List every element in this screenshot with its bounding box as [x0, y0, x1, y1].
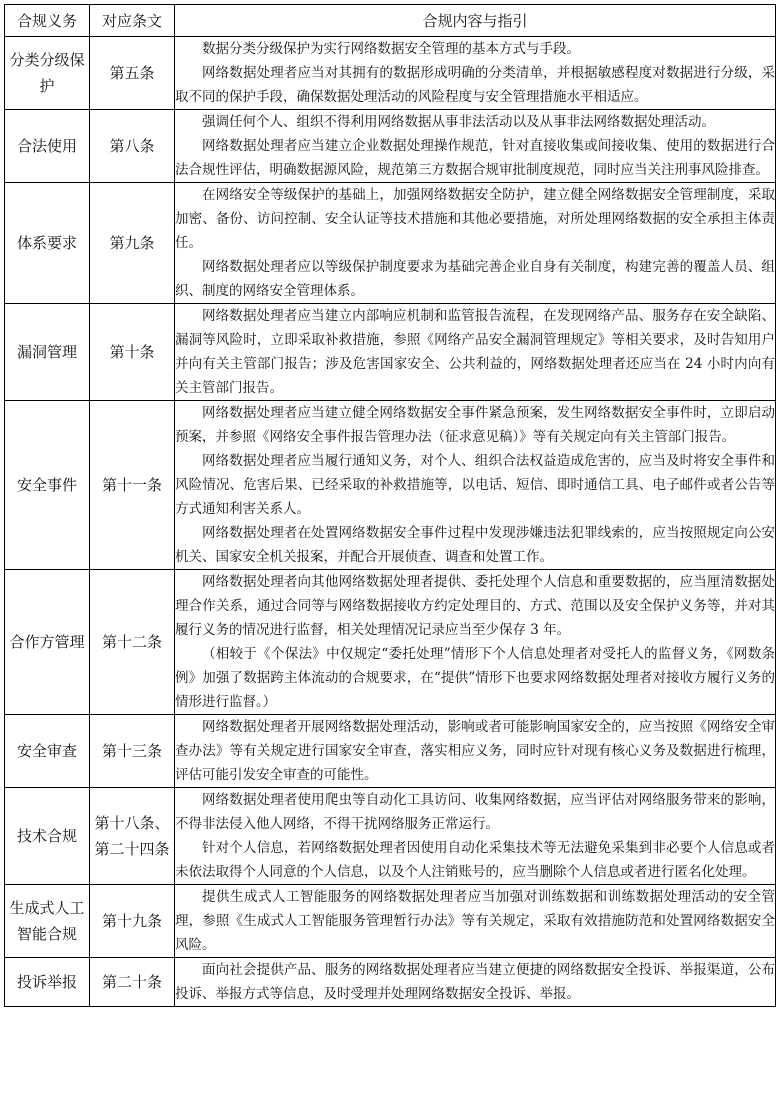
table-row: [5, 570, 776, 715]
cell-article: 第十二条: [90, 570, 175, 715]
content-paragraph: 网络数据处理者应当对其拥有的数据形成明确的分类清单，并根据敏感程度对数据进行分级，采取不同的保护手段，确保数据处理活动的风险程度与安全管理措施水平相适应。: [175, 65, 775, 105]
cell-content: [175, 715, 776, 788]
content-paragraph: 网络数据处理者向其他网络数据处理者提供、委托处理个人信息和重要数据的，应当厘清数据处理合作关系，通过合同等与网络数据接收方约定处理目的、方式、范围以及安全保护义务等，并对其履行义务的情况进行监督，相关处理情况记录应当至少保存 3 年。: [175, 574, 775, 638]
cell-article: 第九条: [90, 183, 175, 304]
cell-article: 第十八条、第二十四条: [90, 788, 175, 885]
cell-duty: 合作方管理: [5, 570, 90, 715]
content-paragraph: 在网络安全等级保护的基础上，加强网络数据安全防护，建立健全网络数据安全管理制度，采取加密、备份、访问控制、安全认证等技术措施和其他必要措施，对所处理网络数据的安全承担主体责任。: [175, 187, 775, 251]
cell-content: [175, 788, 776, 885]
compliance-table-container: [4, 4, 775, 1007]
cell-duty: 技术合规: [5, 788, 90, 885]
content-paragraph: 网络数据处理者应以等级保护制度要求为基础完善企业自身有关制度，构建完善的覆盖人员、组织、制度的网络安全管理体系。: [175, 259, 775, 299]
content-paragraph: （相较于《个保法》中仅规定“委托处理”情形下个人信息处理者对受托人的监督义务，《网数条例》加强了数据跨主体流动的合规要求，在“提供”情形下也要求网络数据处理者对接收方履行义务的情形进行监督。）: [175, 646, 775, 710]
cell-article: 第十九条: [90, 885, 175, 958]
header-article: 对应条文: [90, 5, 175, 37]
cell-content: [175, 110, 776, 183]
table-row: [5, 110, 776, 183]
content-paragraph: 提供生成式人工智能服务的网络数据处理者应当加强对训练数据和训练数据处理活动的安全管理，参照《生成式人工智能服务管理暂行办法》等有关规定，采取有效措施防范和处置网络数据安全风险。: [175, 889, 775, 953]
cell-duty: 安全审查: [5, 715, 90, 788]
table-row: [5, 958, 776, 1007]
header-content: 合规内容与指引: [175, 5, 776, 37]
cell-article: 第十一条: [90, 401, 175, 570]
content-paragraph: 网络数据处理者应当建立健全网络数据安全事件紧急预案，发生网络数据安全事件时，立即启动预案，并参照《网络安全事件报告管理办法（征求意见稿）》等有关规定向有关主管部门报告。: [175, 405, 775, 445]
content-paragraph: 网络数据处理者使用爬虫等自动化工具访问、收集网络数据，应当评估对网络服务带来的影响，不得非法侵入他人网络，不得干扰网络服务正常运行。: [175, 792, 775, 832]
compliance-table: [4, 4, 776, 1007]
table-body: [5, 37, 776, 1007]
table-row: [5, 37, 776, 110]
content-paragraph: 网络数据处理者开展网络数据处理活动，影响或者可能影响国家安全的，应当按照《网络安全审查办法》等有关规定进行国家安全审查，落实相应义务，同时应针对现有核心义务及数据进行梳理，评估可能引发安全审查的可能性。: [175, 719, 775, 783]
content-paragraph: 面向社会提供产品、服务的网络数据处理者应当建立便捷的网络数据安全投诉、举报渠道，公布投诉、举报方式等信息，及时受理并处理网络数据安全投诉、举报。: [175, 962, 775, 1002]
cell-article: 第五条: [90, 37, 175, 110]
table-row: [5, 715, 776, 788]
content-paragraph: 网络数据处理者应当建立内部响应机制和监管报告流程，在发现网络产品、服务存在安全缺陷、漏洞等风险时，立即采取补救措施，参照《网络产品安全漏洞管理规定》等相关要求，及时告知用户并向有关主管部门报告；涉及危害国家安全、公共利益的，网络数据处理者还应当在 24 小时内向有关主管部门报告。: [175, 308, 775, 396]
cell-duty: 安全事件: [5, 401, 90, 570]
cell-duty: 合法使用: [5, 110, 90, 183]
table-row: [5, 304, 776, 401]
table-row: [5, 401, 776, 570]
cell-content: [175, 37, 776, 110]
cell-content: [175, 401, 776, 570]
content-paragraph: 针对个人信息，若网络数据处理者因使用自动化采集技术等无法避免采集到非必要个人信息或者未依法取得个人同意的个人信息，以及个人注销账号的，应当删除个人信息或者进行匿名化处理。: [175, 840, 775, 880]
cell-article: 第十三条: [90, 715, 175, 788]
cell-content: [175, 183, 776, 304]
cell-article: 第八条: [90, 110, 175, 183]
cell-duty: 投诉举报: [5, 958, 90, 1007]
content-paragraph: 数据分类分级保护为实行网络数据安全管理的基本方式与手段。: [202, 41, 580, 57]
table-header-row: [5, 5, 776, 37]
table-row: [5, 788, 776, 885]
cell-duty: 体系要求: [5, 183, 90, 304]
table-row: [5, 885, 776, 958]
cell-duty: 漏洞管理: [5, 304, 90, 401]
cell-article: 第十条: [90, 304, 175, 401]
cell-content: [175, 885, 776, 958]
cell-article: 第二十条: [90, 958, 175, 1007]
cell-duty: 分类分级保护: [5, 37, 90, 110]
content-paragraph: 网络数据处理者应当建立企业数据处理操作规范，针对直接收集或间接收集、使用的数据进行合法合规性评估，明确数据源风险，规范第三方数据合规审批制度规范，同时应当关注刑事风险排查。: [175, 138, 775, 178]
cell-content: [175, 570, 776, 715]
content-paragraph: 网络数据处理者应当履行通知义务，对个人、组织合法权益造成危害的，应当及时将安全事件和风险情况、危害后果、已经采取的补救措施等，以电话、短信、即时通信工具、电子邮件或者公告等方式通知利害关系人。: [175, 453, 775, 517]
cell-content: [175, 304, 776, 401]
cell-duty: 生成式人工智能合规: [5, 885, 90, 958]
table-row: [5, 183, 776, 304]
cell-content: [175, 958, 776, 1007]
content-paragraph: 网络数据处理者在处置网络数据安全事件过程中发现涉嫌违法犯罪线索的，应当按照规定向公安机关、国家安全机关报案，并配合开展侦查、调查和处置工作。: [175, 525, 775, 565]
header-duty: 合规义务: [5, 5, 90, 37]
content-paragraph: 强调任何个人、组织不得利用网络数据从事非法活动以及从事非法网络数据处理活动。: [202, 114, 715, 130]
